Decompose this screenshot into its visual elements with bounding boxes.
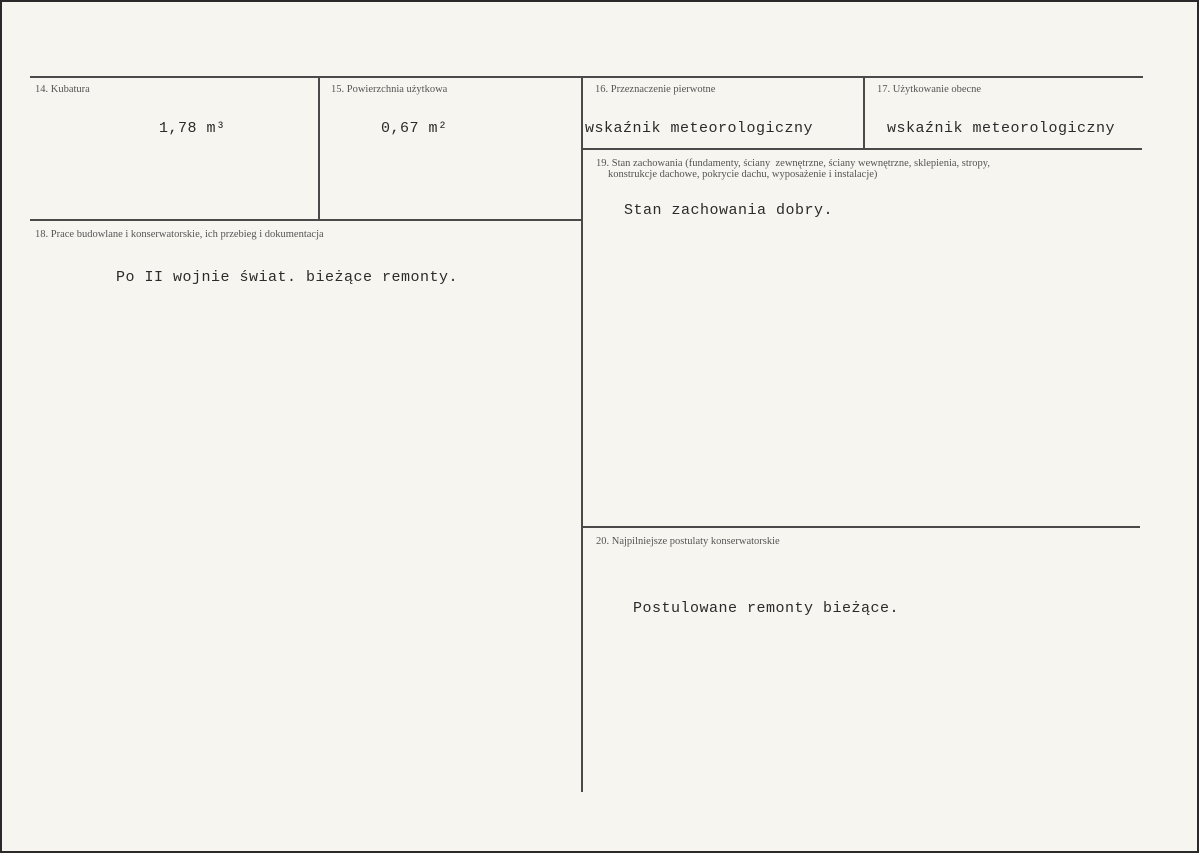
field-18-value: Po II wojnie świat. bieżące remonty. <box>116 269 459 286</box>
divider-main <box>581 78 583 792</box>
field-19-label-line1: 19. Stan zachowania (fundamenty, ściany zewnętrzne, ściany wewnętrzne, sklepienia, stropy, <box>596 158 990 169</box>
field-14-value: 1,78 m³ <box>159 120 226 137</box>
field-19-value: Stan zachowania dobry. <box>624 202 834 219</box>
rule-above-20 <box>582 526 1140 528</box>
field-15-value: 0,67 m² <box>381 120 448 137</box>
field-20-value: Postulowane remonty bieżące. <box>633 600 900 617</box>
divider-16-17 <box>863 78 865 148</box>
field-17-value: wskaźnik meteorologiczny <box>887 120 1116 137</box>
rule-above-18 <box>30 219 583 221</box>
field-17-label: 17. Użytkowanie obecne <box>877 84 982 95</box>
field-15-label: 15. Powierzchnia użytkowa <box>331 84 448 95</box>
field-19-label-line2: konstrukcje dachowe, pokrycie dachu, wyposażenie i instalacje) <box>608 169 878 180</box>
top-rule <box>30 76 1143 78</box>
field-16-value: wskaźnik meteorologiczny <box>585 120 814 137</box>
field-14-label: 14. Kubatura <box>35 84 90 95</box>
field-20-label: 20. Najpilniejsze postulaty konserwatorskie <box>596 536 780 547</box>
field-16-label: 16. Przeznaczenie pierwotne <box>595 84 716 95</box>
field-18-label: 18. Prace budowlane i konserwatorskie, ich przebieg i dokumentacja <box>35 229 324 240</box>
divider-14-15 <box>318 78 320 219</box>
rule-below-16-17 <box>582 148 1142 150</box>
